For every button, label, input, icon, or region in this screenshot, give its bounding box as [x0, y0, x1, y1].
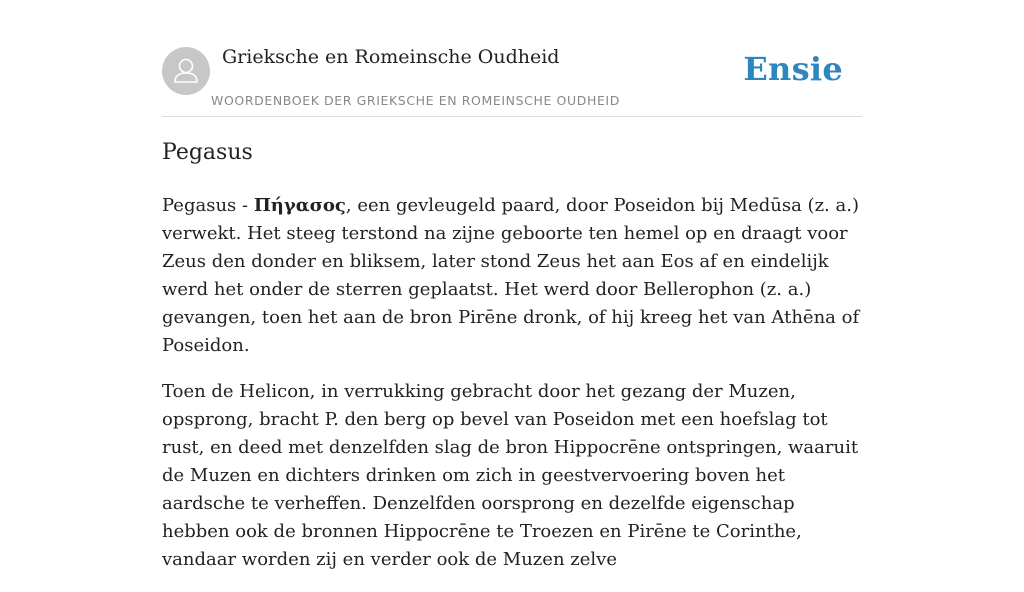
source-subtitle: WOORDENBOEK DER GRIEKSCHE EN ROMEINSCHE OUDHEID: [211, 93, 620, 108]
source-title-link[interactable]: Grieksche en Romeinsche Oudheid: [222, 46, 560, 68]
paragraph-1: [162, 192, 862, 360]
paragraph-1-text: , een gevleugeld paard, door Poseidon bij Medūsa (z. a.) verwekt. Het steeg terstond na zijne geboorte ten hemel op en draagt voor Zeus den donder en bliksem, later stond Zeus het aan Eos af en eindelijk werd het onder de sterren geplaatst. Het werd door Bellerophon (z. a.) gevangen, toen het aan de bron Pirēne dronk, of hij kreeg het van Athēna of Poseidon.: [162, 195, 860, 356]
source-header: [162, 40, 862, 117]
greek-term: Πήγασος: [253, 195, 346, 216]
paragraph-2: Toen de Helicon, in verrukking gebracht door het gezang der Muzen, opsprong, bracht P. den berg op bevel van Poseidon met een hoefslag tot rust, en deed met denzelfden slag de bron Hippocrēne ontspringen, waaruit de Muzen en dichters drinken om zich in geestvervoering boven het aardsche te verheffen. Denzelfden oorsprong en dezelfde eigenschap hebben ook de bronnen Hippocrēne te Troezen en Pirēne te Corinthe, vandaar worden zij en verder ook de Muzen zelve: [162, 381, 859, 570]
entry-lead: Pegasus -: [162, 195, 254, 216]
brand-logo[interactable]: Ensie: [743, 50, 843, 88]
entry-content: [162, 192, 862, 592]
entry-title: Pegasus: [162, 140, 253, 165]
user-silhouette-icon[interactable]: [162, 47, 210, 95]
